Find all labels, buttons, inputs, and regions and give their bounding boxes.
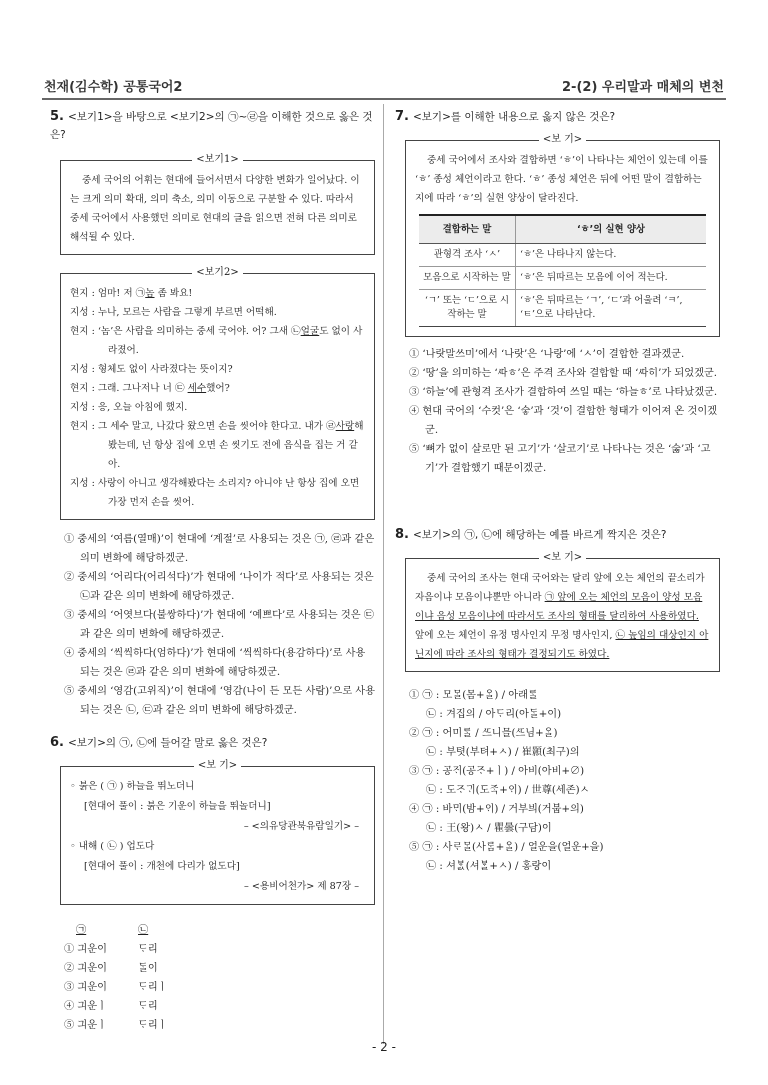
question-6-stem xyxy=(50,734,375,752)
q6-line-3: – <의유당관북유람일기> – xyxy=(243,821,359,832)
question-5-stem xyxy=(50,108,375,144)
dialogue-text: 사랑이 아니고 생각해봤다는 소리지? 아니야 난 항상 집에 오면 가장 먼저 손을 씻어. xyxy=(97,478,360,508)
q8-options xyxy=(395,686,720,876)
question-7-text: <보기>를 이해한 내용으로 옳지 않은 것은? xyxy=(412,111,616,123)
question-8-stem xyxy=(395,526,720,544)
dialogue-line xyxy=(70,474,365,512)
dialogue-text: 누나, 모르는 사람을 그렇게 부르면 어떡해. xyxy=(97,307,277,318)
q6-head-a: ㉠ xyxy=(76,925,87,936)
q5-options xyxy=(50,530,375,720)
dialogue-line xyxy=(70,360,365,379)
dialogue-line xyxy=(70,284,365,303)
dialogue-text-tail: 도 없이 사라졌어. xyxy=(108,326,363,356)
dialogue-speaker: 현지 : xyxy=(70,288,98,299)
q8-box xyxy=(405,552,720,672)
q6-option-2[interactable] xyxy=(64,959,375,978)
q7-table-head-1: 결합하는 말 xyxy=(419,215,516,244)
q8-option-3[interactable] xyxy=(409,762,720,800)
q7-option-5[interactable]: ⑤ ‘뼈가 없이 살로만 된 고기’가 ‘살코기’로 나타나는 것은 ‘숧’과 ‘고기’가 결합했기 때문이겠군. xyxy=(409,444,711,474)
question-6-text: <보기>의 ㉠, ㉡에 들어갈 말로 옳은 것은? xyxy=(67,737,268,749)
q8-box-underline-b: ㉡ 높임의 대상인지 아닌지에 따라 조사의 형태가 결정되기도 하였다. xyxy=(415,630,709,660)
dialogue-target-word: 세수 xyxy=(187,383,207,394)
q8-option-5-b: ㉡ : 셔ᄫᆞᆳ(셔ᄫᆞᆯ+ㅅ) / 홍랑이 xyxy=(426,861,552,872)
q6-option-3-b: ᄃᆞ리ㅣ xyxy=(138,982,168,993)
table-row xyxy=(419,267,706,290)
q6-option-3-a: ③ 긔운이 xyxy=(64,982,107,993)
q7-option-4[interactable]: ④ 현대 국어의 ‘수컷’은 ‘숳’과 ‘것’이 결합한 형태가 이어져 온 것이겠군. xyxy=(409,406,718,436)
question-7 xyxy=(395,108,720,478)
q6-box xyxy=(60,760,375,905)
q7-cell-1-2: ‘ㅎ’은 나타나지 않는다. xyxy=(516,244,707,267)
dialogue-text: 형체도 없이 사라졌다는 뜻이지? xyxy=(97,364,233,375)
q8-box-text xyxy=(415,569,710,664)
dialogue-line xyxy=(70,303,365,322)
q8-option-2-b: ㉡ : 부텻(부텨+ㅅ) / 崔顥(최구)의 xyxy=(426,747,580,758)
q5-option-2[interactable]: ② 중세의 ‘어리다(어리석다)’가 현대에 ‘나이가 적다’로 사용되는 것은 ㉡과 같은 의미 변화에 해당하겠군. xyxy=(64,572,374,602)
table-row xyxy=(419,290,706,327)
right-column xyxy=(395,108,720,876)
question-7-number: 7. xyxy=(395,109,409,124)
q7-table-head-2: ‘ㅎ’의 실현 양상 xyxy=(516,215,707,244)
page-number: - 2 - xyxy=(372,1040,396,1054)
q6-option-4[interactable] xyxy=(64,997,375,1016)
q5-box2-label: <보기2> xyxy=(192,267,242,278)
q7-option-3[interactable]: ③ ‘하늘’에 관형격 조사가 결합하여 쓰일 때는 ‘하늘ㅎ’로 나타났겠군. xyxy=(409,387,718,398)
q6-options xyxy=(50,921,375,1035)
dialogue-speaker: 현지 : xyxy=(70,421,98,432)
q8-option-5-a: ⑤ ㉠ : 사ᄅᆞᄆᆞᆯ(사ᄅᆞᆷ+ᄋᆞᆯ) / 얼운을(얼운+을) xyxy=(409,842,604,853)
q6-box-label: <보 기> xyxy=(194,760,241,771)
question-6 xyxy=(50,734,375,1035)
q7-table xyxy=(419,214,706,327)
q7-option-2[interactable]: ② ‘땅’을 의미하는 ‘ᄯᅡㅎ’은 주격 조사와 결합할 때 ‘ᄯᅡ히’가 되었겠군. xyxy=(409,368,718,379)
question-7-stem xyxy=(395,108,720,126)
q7-cell-3-2: ‘ㅎ’은 뒤따르는 ‘ㄱ’, ‘ㄷ’과 어울려 ‘ㅋ’, ‘ㅌ’으로 나타난다. xyxy=(516,290,707,327)
q7-option-1[interactable]: ① ‘나랏말쓰미’에서 ‘나랏’은 ‘나랑’에 ‘ㅅ’이 결합한 결과겠군. xyxy=(409,349,685,360)
dialogue-text: ‘놈’은 사람을 의미하는 중세 국어야. 어? 그새 ㉡ xyxy=(97,326,301,337)
dialogue-text-tail: 좀 봐요! xyxy=(154,288,193,299)
q6-option-4-a: ④ 긔운ㅣ xyxy=(64,1001,107,1012)
q8-box-underline-a: ㉠ 앞에 오는 체언의 모음이 양성 모음이냐 음성 모음이냐에 따라서도 조사의 형태를 달리하여 사용하였다. xyxy=(415,592,703,622)
table-row xyxy=(419,244,706,267)
q7-cell-3-1: ‘ㄱ’ 또는 ‘ㄷ’으로 시작하는 말 xyxy=(419,290,516,327)
dialogue-target-word: 얼굴 xyxy=(300,326,320,337)
q8-option-5[interactable] xyxy=(409,838,720,876)
question-8 xyxy=(395,526,720,876)
dialogue-speaker: 현지 : xyxy=(70,326,98,337)
header-rule xyxy=(42,98,726,100)
q6-option-5[interactable] xyxy=(64,1016,375,1035)
q5-option-4[interactable]: ④ 중세의 ‘씩씩하다(엄하다)’가 현대에 ‘씩씩하다(용감하다)’로 사용되는 것은 ㉣과 같은 의미 변화에 해당하겠군. xyxy=(64,648,366,678)
q8-option-4-a: ④ ㉠ : 바ᄆᆡ(밤+ᄋᆡ) / 거부븨(거붑+의) xyxy=(409,804,584,815)
q6-option-3[interactable] xyxy=(64,978,375,997)
q8-option-3-b: ㉡ : 도ᄌᆞᄀᆡ(도ᄌᆞᆨ+ᄋᆡ) / 世尊(세존)ㅅ xyxy=(426,785,590,796)
q5-box1-label: <보기1> xyxy=(192,154,242,165)
q6-option-1-a: ① 긔운이 xyxy=(64,944,107,955)
q6-option-5-a: ⑤ 긔운ㅣ xyxy=(64,1020,107,1031)
left-column xyxy=(50,108,375,1035)
q8-box-text-2: 앞에 오는 체언이 유정 명사인지 무정 명사인지, xyxy=(415,630,616,641)
dialogue-text: 그 세수 말고, 나갔다 왔으면 손을 씻어야 한다고. 내가 ㉣ xyxy=(97,421,336,432)
q6-option-2-b: ᄃᆞᆯ이 xyxy=(138,963,158,974)
q5-box1 xyxy=(60,154,375,255)
dialogue-text: 응, 오늘 아침에 했지. xyxy=(97,402,188,413)
q8-option-1-a: ① ㉠ : 모ᄆᆞᆯ(몸+ᄋᆞᆯ) / 아래ᄅᆞᆯ xyxy=(409,690,538,701)
q5-box2 xyxy=(60,267,375,520)
q6-head-b: ㉡ xyxy=(138,925,149,936)
q7-box xyxy=(405,134,720,337)
q8-box-text-1: 중세 국어의 조사는 현대 국어와는 달리 앞에 오는 체언의 끝소리가 자음이냐 모음이냐뿐만 아니라 xyxy=(415,573,705,603)
question-5-number: 5. xyxy=(50,109,64,124)
q5-dialogue xyxy=(70,284,365,512)
dialogue-text-tail: 해봤는데, 넌 항상 집에 오면 손 씻기도 전에 음식을 집는 거 같아. xyxy=(108,421,364,470)
q8-option-3-a: ③ ㉠ : 공ᄌᆡ(공ᄌᆞ+ㅣ) / 아비(아비+∅) xyxy=(409,766,585,777)
q8-option-1[interactable] xyxy=(409,686,720,724)
question-8-text: <보기>의 ㉠, ㉡에 해당하는 예를 바르게 짝지은 것은? xyxy=(412,529,667,541)
q6-option-5-b: ᄃᆞ리ㅣ xyxy=(138,1020,168,1031)
question-8-number: 8. xyxy=(395,527,409,542)
q7-box-text: 중세 국어에서 조사와 결합하면 ‘ㅎ’이 나타나는 체언이 있는데 이를 ‘ㅎ’ 종성 체언이라고 한다. ‘ㅎ’ 종성 체언은 뒤에 어떤 말이 결합하는지에 따라 ‘ㅎ’의 실현 양상이 달라진다. xyxy=(415,155,708,204)
q7-box-label: <보 기> xyxy=(539,134,586,145)
q8-option-2-a: ② ㉠ : 어미ᄅᆞᆯ / ᄯᅳ니믈(ᄯᅳ님+ᄋᆞᆯ) xyxy=(409,728,558,739)
q6-answer-head xyxy=(64,921,375,940)
q8-option-2[interactable] xyxy=(409,724,720,762)
q6-line-1: ◦ 붉은 ( ㉠ ) 하늘을 뛰노더니 xyxy=(70,781,195,792)
q8-option-4-b: ㉡ : 王(왕)ㅅ / 瞿曇(구담)이 xyxy=(426,823,552,834)
q7-cell-2-1: 모음으로 시작하는 말 xyxy=(419,267,516,290)
dialogue-text-tail: 했어? xyxy=(206,383,230,394)
q6-line-2: [현대어 풀이 : 붉은 기운이 하늘을 뛰놀더니] xyxy=(84,801,271,812)
column-divider xyxy=(383,104,384,1044)
dialogue-line xyxy=(70,379,365,398)
dialogue-text: 엄마! 저 ㉠ xyxy=(97,288,146,299)
q5-box1-text: 중세 국어의 어휘는 현대에 들어서면서 다양한 변화가 일어났다. 이는 크게 의미 확대, 의미 축소, 의미 이동으로 구분할 수 있다. 따라서 중세 국어에서 사용했던 의미로 현대의 글을 읽으면 전혀 다른 의미로 해석될 수 있다. xyxy=(70,175,360,243)
q5-option-1[interactable]: ① 중세의 ‘여름(열매)’이 현대에 ‘계절’로 사용되는 것은 ㉠, ㉣과 같은 의미 변화에 해당하겠군. xyxy=(64,534,375,564)
question-5 xyxy=(50,108,375,720)
q5-option-3[interactable]: ③ 중세의 ‘어엿브다(불쌍하다)’가 현대에 ‘예쁘다’로 사용되는 것은 ㉢과 같은 의미 변화에 해당하겠군. xyxy=(64,610,374,640)
dialogue-line xyxy=(70,417,365,474)
header-title-right: 2-(2) 우리말과 매체의 변천 xyxy=(562,80,724,95)
q6-option-2-a: ② 긔운이 xyxy=(64,963,107,974)
dialogue-line xyxy=(70,398,365,417)
dialogue-target-word: 놈 xyxy=(145,288,155,299)
dialogue-speaker: 지성 : xyxy=(70,402,98,413)
dialogue-speaker: 지성 : xyxy=(70,307,98,318)
dialogue-line xyxy=(70,322,365,360)
q6-option-1[interactable] xyxy=(64,940,375,959)
question-5-text: <보기1>을 바탕으로 <보기2>의 ㉠~㉣을 이해한 것으로 옳은 것은? xyxy=(50,111,373,141)
header-title-left: 천재(김수학) 공통국어2 xyxy=(44,80,183,95)
dialogue-text: 그래. 그나저나 너 ㉢ xyxy=(97,383,188,394)
dialogue-target-word: 사랑 xyxy=(335,421,355,432)
q8-option-4[interactable] xyxy=(409,800,720,838)
q6-line-4: ◦ 내해 ( ㉡ ) 업도다 xyxy=(70,841,155,852)
dialogue-speaker: 현지 : xyxy=(70,383,98,394)
q7-cell-1-1: 관형격 조사 ‘ㅅ’ xyxy=(419,244,516,267)
q8-box-label: <보 기> xyxy=(539,552,586,563)
question-6-number: 6. xyxy=(50,735,64,750)
q7-options xyxy=(395,345,720,478)
q8-option-1-b: ㉡ : 겨집의 / 아ᄃᆞ리(아ᄃᆞᆯ+이) xyxy=(426,709,562,720)
q7-cell-2-2: ‘ㅎ’은 뒤따르는 모음에 이어 적는다. xyxy=(516,267,707,290)
q6-line-5: [현대어 풀이 : 개천에 다리가 없도다] xyxy=(84,861,240,872)
q5-option-5[interactable]: ⑤ 중세의 ‘영감(고위직)’이 현대에 ‘영감(나이 든 모든 사람)’으로 사용되는 것은 ㉡, ㉢과 같은 의미 변화에 해당하겠군. xyxy=(64,686,375,716)
dialogue-speaker: 지성 : xyxy=(70,364,98,375)
q6-option-4-b: ᄃᆞ리 xyxy=(138,1001,158,1012)
q6-line-6: – <용비어천가> 제 87장 – xyxy=(244,881,359,892)
dialogue-speaker: 지성 : xyxy=(70,478,98,489)
q6-option-1-b: ᄃᆞ리 xyxy=(138,944,158,955)
